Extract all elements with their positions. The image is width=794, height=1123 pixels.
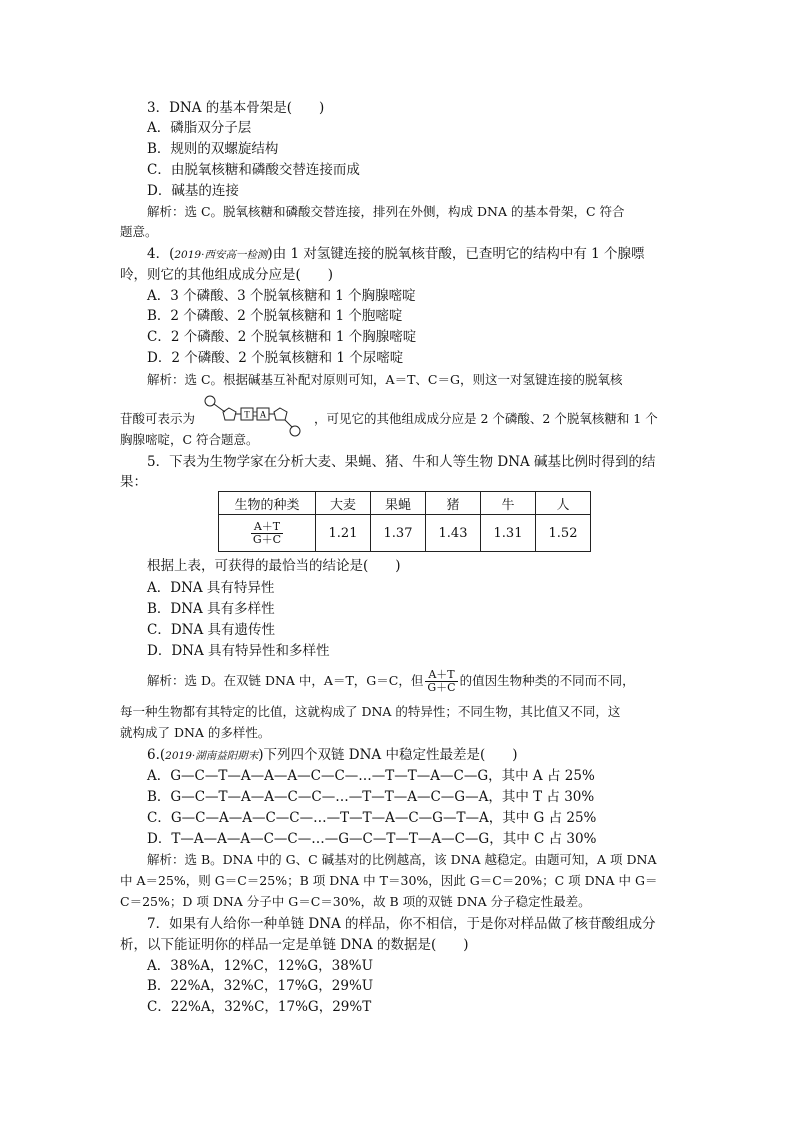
table-header-row: [219, 492, 591, 515]
ratio-numerator: A＋T: [251, 521, 283, 534]
q5-option-a: A．DNA 具有特异性: [147, 580, 275, 596]
q4-explanation-suffix: ，可见它的其他组成成分应是 2 个磷酸、2 个脱氧核糖和 1 个: [314, 411, 658, 426]
table-ratio-row: [219, 515, 591, 552]
q5-option-c: C．DNA 具有遗传性: [147, 622, 276, 638]
table-header-species: 生物的种类: [219, 492, 316, 515]
table-species-barley: 大麦: [316, 492, 371, 515]
q3-option-b: B．规则的双螺旋结构: [147, 141, 279, 157]
phosphate-top-icon: [205, 396, 215, 406]
q4-stem-text: )由 1 对氢键连接的脱氧核苷酸，已查明它的结构中有 1 个腺嘌: [267, 246, 645, 262]
q4-option-c: C．2 个磷酸、2 个脱氧核糖和 1 个胸腺嘧啶: [147, 329, 417, 345]
table-value-cattle: 1.31: [481, 515, 536, 552]
deoxyribose-left-icon: [223, 408, 236, 420]
q3-explanation-line2: 题意。: [120, 224, 158, 239]
q5-stem-line1: 5．下表为生物学家在分析大麦、果蝇、猪、牛和人等生物 DNA 碱基比例时得到的结: [147, 454, 656, 470]
q7-option-c: C．22%A，32%C，17%G，29%T: [147, 999, 372, 1015]
q5-stem-line3: 根据上表，可获得的最恰当的结论是( ): [147, 558, 401, 574]
q4-option-d: D．2 个磷酸、2 个脱氧核糖和 1 个尿嘧啶: [147, 350, 404, 366]
q7-option-a: A．38%A，12%C，12%G，38%U: [147, 958, 374, 974]
table-species-human: 人: [536, 492, 591, 515]
q6-explanation-line2: 中 A＝25%，则 G＝C＝25%；B 项 DNA 中 T＝30%，因此 G＝C＝20%；C 项 DNA 中 G＝: [120, 873, 658, 888]
q4-explanation-line1: 解析：选 C。根据碱基互补配对原则可知，A＝T、C＝G，则这一对氢键连接的脱氧核: [147, 372, 623, 387]
q6-option-b: B．G—C—T—A—A—C—C—…—T—T—A—C—G—A，其中 T 占 30%: [147, 789, 595, 805]
q5-explanation-line3: 就构成了 DNA 的多样性。: [120, 725, 271, 740]
q4-stem-line1: [147, 244, 645, 265]
table-value-fruitfly: 1.37: [371, 515, 426, 552]
q5-option-b: B．DNA 具有多样性: [147, 601, 275, 617]
q7-stem-line1: 7．如果有人给你一种单链 DNA 的样品，你不相信，于是你对样品做了核苷酸组成分: [147, 916, 656, 932]
ex-frac-denominator: G＋C: [427, 681, 456, 694]
q4-source: 2019·西安高一检测: [174, 249, 268, 261]
q3-option-c: C．由脱氧核糖和磷酸交替连接而成: [147, 162, 360, 178]
q5-explanation-line1: 解析：选 D。在双链 DNA 中，A＝T，G＝C，但 $\frac{A+T}{G+C}$ 的值因生物种类的不同而不同，: [147, 668, 635, 694]
q4-option-b: B．2 个磷酸、2 个脱氧核糖和 1 个胞嘧啶: [147, 308, 403, 324]
q6-explanation-line1: 解析：选 B。DNA 中的 G、C 碱基对的比例越高，该 DNA 越稳定。由题可知，A 项 DNA: [147, 852, 657, 867]
q5-explanation-line2: 每一种生物都有其特定的比值，这就构成了 DNA 的特异性；不同生物，其比值又不同，这: [120, 704, 621, 719]
table-value-pig: 1.43: [426, 515, 481, 552]
q4-option-a: A．3 个磷酸、3 个脱氧核糖和 1 个胸腺嘧啶: [147, 288, 416, 304]
q4-explanation-prefix: 苷酸可表示为: [120, 411, 196, 426]
table-species-cattle: 牛: [481, 492, 536, 515]
base-t-label: T: [244, 409, 250, 420]
q4-stem-line2: 呤，则它的其他组成成分应是( ): [120, 267, 334, 283]
phosphate-bottom-icon: [290, 426, 300, 436]
q6-stem-text: )下列四个双链 DNA 中稳定性最差是( ): [258, 747, 518, 763]
table-value-barley: 1.21: [316, 515, 371, 552]
base-ratio-table: [218, 491, 591, 552]
q7-stem-line2: 析，以下能证明你的样品一定是单链 DNA 的数据是( ): [120, 937, 469, 953]
q6-stem: [147, 745, 518, 766]
q5-stem-line2: 果：: [120, 474, 147, 490]
q4-number: 4．(: [147, 246, 175, 262]
q6-source: 2019·湖南益阳期末: [165, 750, 259, 762]
q6-option-a: A．G—C—T—A—A—A—C—C—…—T—T—A—C—G，其中 A 占 25%: [147, 768, 595, 784]
q3-option-d: D．碱基的连接: [147, 183, 239, 199]
q4-explanation-line3: 胸腺嘧啶，C 符合题意。: [120, 432, 259, 447]
q6-number: 6.(: [147, 747, 166, 763]
q3-explanation-line1: 解析：选 C。脱氧核糖和磷酸交替连接，排列在外侧，构成 DNA 的基本骨架，C 符合: [147, 204, 625, 219]
deoxyribose-right-icon: [274, 408, 287, 420]
table-value-human: 1.52: [536, 515, 591, 552]
q6-explanation-line3: C＝25%；D 项 DNA 分子中 G＝C＝30%，故 B 项的双链 DNA 分子稳定性最差。: [120, 894, 591, 909]
table-species-fruitfly: 果蝇: [371, 492, 426, 515]
table-ratio-label: [219, 515, 316, 552]
ex-frac-numerator: A＋T: [425, 669, 457, 682]
q6-option-d: D．T—A—A—A—C—C—…—G—C—T—T—A—C—G，其中 C 占 30%: [147, 831, 597, 847]
base-a-label: A: [259, 409, 267, 420]
ratio-denominator: G＋C: [252, 532, 282, 546]
q7-option-b: B．22%A，32%C，17%G，29%U: [147, 978, 374, 994]
q6-option-c: C．G—C—A—A—C—C—…—T—T—A—C—G—T—A，其中 G 占 25%: [147, 810, 597, 826]
table-species-pig: 猪: [426, 492, 481, 515]
q3-stem: 3．DNA 的基本骨架是( ): [147, 100, 325, 116]
q5-option-d: D．DNA 具有特异性和多样性: [147, 643, 330, 659]
q3-option-a: A．磷脂双分子层: [147, 120, 252, 136]
